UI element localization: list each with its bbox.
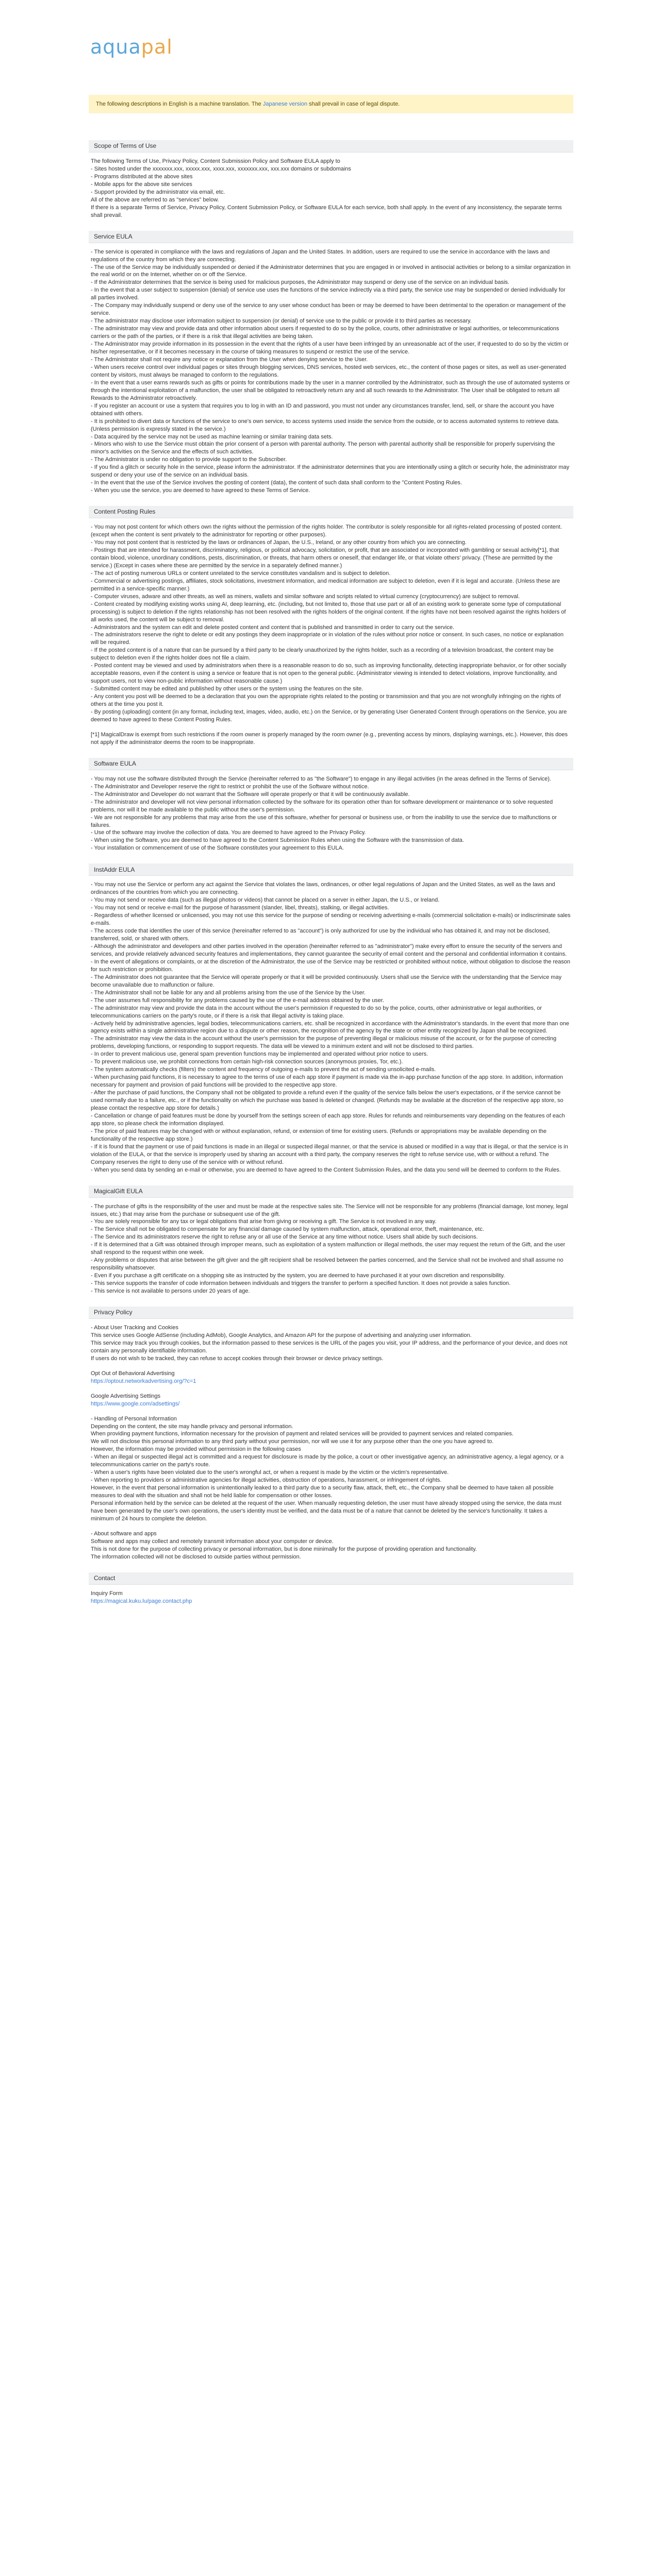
notice-text-before: The following descriptions in English is a machine translation. The (96, 100, 261, 107)
text-line: - Any problems or disputes that arise between the gift giver and the gift recipient shall be resolved between the parties concerned, and the Service shall not be involved and shall assume no responsibility whatsoever. (91, 1257, 564, 1272)
text-line: - The administrators reserve the right to delete or edit any postings they deem inappropriate or in violation of the rules without prior notice or consent. In such cases, no notice or explanation will be required. (91, 632, 564, 646)
text-line: - Use of the software may involve the collection of data. You are deemed to have agreed to the Privacy Policy. (91, 829, 366, 836)
notice-text-after: shall prevail in case of legal dispute. (309, 100, 400, 107)
text-line: - When reporting to providers or administrative agencies for illegal activities, obstruction of operations, harassment, or infringement of rights. (91, 1477, 442, 1484)
text-line: - The system automatically checks (filters) the content and frequency of outgoing e-mails to prevent the act of sending unsolicited e-mails. (91, 1066, 436, 1073)
text-line: - The Administrator may provide information in its possession in the event that the rights of a user have been infringed by an unreasonable act of the user, if requested to do so by the victim or his/her representative, or if it becomes necessary in the course of taking measures to suspend or restrict the use of the service. (91, 341, 569, 355)
text-line: However, the information may be provided without permission in the following cases (91, 1446, 301, 1453)
text-line: - The price of paid features may be changed with or without explanation, refund, or extension of time for existing users. (Refunds or appropriations may be available depending on the functionality of the respective app store.) (91, 1128, 547, 1142)
section-header-magicalgift-eula: MagicalGift EULA (89, 1185, 573, 1198)
text-line: - When an illegal or suspected illegal act is committed and a request for disclosure is made by the police, a court or other investigative agency, an administrative agency, a legal agency, or a telecommunications carrier on the party's route. (91, 1454, 564, 1468)
text-line: - In the event that a user earns rewards such as gifts or points for contributions made by the user in a manner controlled by the Administrator, such as through the use of automated systems or through the intentional exploitation of a malfunction, the user shall be obligated to retroactively return any and all such rewards to the Administrator. The User shall be obligated to return all Rewards to the Administrator retroactively. (91, 379, 570, 401)
text-line: - The Administrator shall not require any notice or explanation from the User when denying service to the User. (91, 356, 368, 363)
text-line: - About software and apps (91, 1530, 157, 1537)
text-line: - Even if you purchase a gift certificate on a shopping site as instructed by the system, you are deemed to have purchased it at your own discretion and responsibility. (91, 1273, 505, 1279)
text-line: - Handling of Personal Information (91, 1415, 177, 1422)
text-line: - The service is operated in compliance with the laws and regulations of Japan and the United States. In addition, users are required to use the service in accordance with the laws and regulations of the country from which they are connecting. (91, 248, 550, 263)
text-line: - The act of posting numerous URLs or content unrelated to the service constitutes vandalism and is subject to deletion. (91, 570, 391, 577)
text-line: - When using the Software, you are deemed to have agreed to the Content Submission Rules when using the Software with the transmission of data. (91, 837, 464, 844)
external-link[interactable]: https://www.google.com/adsettings/ (91, 1400, 180, 1407)
section-body-privacy-policy (89, 1319, 573, 1561)
section-header-content-posting-rules: Content Posting Rules (89, 506, 573, 518)
text-line: Depending on the content, the site may handle privacy and personal information. (91, 1423, 293, 1430)
section-body-instaddr-eula (89, 876, 573, 1174)
external-link[interactable]: https://magical.kuku.lu/page.contact.php (91, 1598, 192, 1604)
text-line: This service may track you through cookies, but the information passed to these services is the URL of the pages you visit, your IP address, and the performance of your device, and does not contain any personally identifiable information. (91, 1340, 568, 1354)
text-line: - Postings that are intended for harassment, discriminatory, religious, or political advocacy, solicitation, or profit, that are associated or incorporated with gambling or sexual activity[*1], that contain blood, violence, unordinary conditions, pests, discrimination, or threats, that harm others or oneself, that endanger life, or that violate others' privacy. (These are permitted by the service.) (Except in cases where these are permitted by the service in a separately defined manner.) (91, 547, 559, 569)
section-body-software-eula (89, 770, 573, 853)
text-line: - You may not post content for which others own the rights without the permission of the rights holder. The contributor is solely responsible for all rights-related processing of posted content. (except when the content is sent privately to the administrator for reporting or other purposes). (91, 524, 562, 538)
text-line: - In the event that the use of the Service involves the posting of content (data), the content of such data shall conform to the "Content Posting Rules. (91, 480, 462, 486)
section-header-software-eula: Software EULA (89, 758, 573, 770)
text-line: - Your installation or commencement of use of the Software constitutes your agreement to this EULA. (91, 845, 344, 852)
text-line: - In the event that a user subject to suspension (denial) of service use uses the functions of the service indirectly via a third party, the service use may be suspended or denied individually for all parties involved. (91, 287, 566, 301)
text-line: - Computer viruses, adware and other threats, as well as miners, wallets and similar software and scripts related to virtual currency (cryptocurrency) are subject to removal. (91, 593, 520, 600)
text-line: [*1] MagicalDraw is exempt from such restrictions if the room owner is properly managed by the room owner (e.g., preventing access by minors, displaying warnings, etc.). However, this does not apply if the administrator deems the room to be inappropriate. (91, 731, 568, 745)
text-line: - Content created by modifying existing works using AI, deep learning, etc. (including, but not limited to, those that use part or all of an existing work to generate some type of computational processing) is subject to deletion if the rights relationship has not been resolved with the rights holders of the original content. If the rights have not been resolved against the rights holders of all works used, the content will be subject to removal. (91, 601, 566, 623)
text-line: - The access code that identifies the user of this service (hereinafter referred to as "account") is only authorized for use by the individual who has obtained it, and may not be disclosed, transferred, sold, or shared with others. (91, 928, 550, 942)
text-line: - You may not use the Service or perform any act against the Service that violates the laws, ordinances, or other legal regulations of Japan and the United States, as well as the laws and ordinances of the countries from which you are connecting. (91, 882, 555, 896)
text-line: This is not done for the purpose of collecting privacy or personal information, but is done minimally for the purpose of providing operation and functionality. (91, 1546, 477, 1552)
text-line: Software and apps may collect and remotely transmit information about your computer or device. (91, 1538, 334, 1545)
paragraph-gap (91, 1363, 571, 1370)
section-body-scope-of-terms-of-use (89, 152, 573, 219)
text-line: - Posted content may be viewed and used by administrators when there is a reasonable reason to do so, such as improving functionality, detecting inappropriate behavior, or for other socially acceptable reasons, even if the content is using a service or feature that is not open to the general public. (Administrator viewing is intended to detect violations, improve functionality, and support users, not to view non-public information without reasonable cause.) (91, 663, 567, 685)
text-line: - If the posted content is of a nature that can be pursued by a third party to be clearly unauthorized by the rights holder, such as a recording of a television broadcast, the content may be subject to deletion even if the rights holder does not file a claim. (91, 647, 554, 662)
text-line: Opt Out of Behavioral Advertising (91, 1370, 175, 1377)
text-line: - When users receive control over individual pages or sites through blogging services, DNS services, hosted web services, etc., the content of those pages or sites, as well as user-generated content by visitors, must always be managed to conform to the regulations. (91, 364, 567, 378)
text-line: - In the event of allegations or complaints, or at the discretion of the Administrator, the use of the Service may be restricted or prohibited without notice, without obligation to disclose the reason for such restriction or prohibition. (91, 958, 571, 973)
text-line: - To prevent malicious use, we prohibit connections from certain high-risk connection sources (anonymous proxies, Tor, etc.). (91, 1059, 403, 1065)
text-line: The information collected will not be disclosed to outside parties without permission. (91, 1553, 301, 1560)
text-line: - The Administrator does not guarantee that the Service will operate properly or that it will be provided continuously. Users shall use the Service with the understanding that the Service may become unavailable due to malfunction or failure. (91, 974, 562, 988)
text-line: - If it is determined that a Gift was obtained through improper means, such as exploitation of a system malfunction or illegal methods, the user may request the return of the Gift, and the user shall respond to the request within one week. (91, 1242, 566, 1256)
text-line: - You are solely responsible for any tax or legal obligations that arise from giving or receiving a gift. The Service is not involved in any way. (91, 1218, 437, 1225)
text-line: - After the purchase of paid functions, the Company shall not be obligated to provide a refund even if the quality of the service falls below the user's expectations, or if the service cannot be used normally due to a failure, etc., or if the functionality on which the purchase was based is deleted or changed. (Refunds may be available at the discretion of the respective app store, so please contact the respective app store for details.) (91, 1090, 564, 1111)
external-link[interactable]: https://optout.networkadvertising.org/?c=1 (91, 1378, 196, 1384)
text-line: All of the above are referred to as "services" below. (91, 196, 219, 203)
text-line: - Sites hosted under the xxxxxxx.xxx, xxxxx.xxx, xxxx.xxx, xxxxxxx.xxx, xxx.xxx domains or subdomains (91, 165, 351, 172)
text-line: - The use of the Service may be individually suspended or denied if the Administrator determines that you are engaged in or involved in antisocial activities or belong to a similar organization in the real world or on the Internet, whether on or off the Service. (91, 264, 571, 278)
text-line: - The Administrator shall not be liable for any and all problems arising from the use of the Service by the User. (91, 989, 366, 996)
text-line: - The Administrator is under no obligation to provide support to the Subscriber. (91, 456, 287, 463)
text-line: However, in the event that personal information is unintentionally leaked to a third party due to a security flaw, attack, theft, etc., the Company shall be deemed to have taken all possible measures to deal with the situation and shall not be held liable for compensation or other losses. (91, 1485, 554, 1499)
text-line: - If you find a glitch or security hole in the service, please inform the administrator. If the administrator determines that you are intentionally using a glitch or security hole, the administrator may suspend or deny your use of the service on an individual basis. (91, 464, 570, 479)
text-line: - When a user's rights have been violated due to the user's wrongful act, or when a request is made by the victim or the victim's representative. (91, 1469, 449, 1476)
text-line: - Submitted content may be edited and published by other users or the system using the features on the site. (91, 686, 363, 692)
paragraph-gap (91, 724, 571, 731)
text-line: - The user assumes full responsibility for any problems caused by the use of the e-mail address obtained by the user. (91, 997, 385, 1004)
text-line: - By posting (uploading) content (in any format, including text, images, video, audio, etc.) on the Service, or by generating User Generated Content through operations on the Service, you are deemed to have agreed to these Content Posting Rules. (91, 709, 567, 723)
text-line: - The administrator and developer will not view personal information collected by the software for its operation other than for software development or maintenance or to solve requested problems, nor will it be made available to the public without the user's permission. (91, 799, 553, 813)
section-body-contact (89, 1585, 573, 1605)
text-line: - The administrator may view the data in the account without the user's permission for the purpose of preventing illegal or malicious misuse of the account, or for the purpose of correcting problems, developing functions, or responding to support requests. The data will be viewed to a minimum extent and will not be disclosed to third parties. (91, 1036, 557, 1050)
text-line: - Support provided by the administrator via email, etc. (91, 189, 225, 195)
section-header-privacy-policy: Privacy Policy (89, 1307, 573, 1319)
text-line: - Cancellation or change of paid features must be done by yourself from the settings screen of each app store. Rules for refunds and reimbursements vary depending on the features of each app store, so please check the information displayed. (91, 1112, 565, 1127)
text-line: - Mobile apps for the above site services (91, 181, 192, 188)
text-line: The following Terms of Use, Privacy Policy, Content Submission Policy and Software EULA apply to (91, 158, 340, 164)
paragraph-gap (91, 1408, 571, 1415)
text-line: - The Administrator and Developer reserve the right to restrict or prohibit the use of the Software without notice. (91, 783, 369, 790)
text-line: Personal information held by the service can be deleted at the request of the user. When manually requesting deletion, the user must have already stopped using the service, the data must have been generated by the user's own operations, the user's identity must be verified, and the data must be of a nature that cannot be deleted by the service's functionality. It takes a minimum of 24 hours to complete the deletion. (91, 1500, 561, 1522)
text-line: - When purchasing paid functions, it is necessary to agree to the terms of use of each app store if payment is made via the in-app purchase function of the app store. In addition, information necessary for payment and provision of paid functions will be provided to the respective app store. (91, 1074, 563, 1089)
text-line: - If you register an account or use a system that requires you to log in with an ID and password, you must not under any circumstances transfer, lend, sell, or share the account you have obtained with others. (91, 402, 554, 417)
text-line: - We are not responsible for any problems that may arise from the use of this software, whether for personal or business use, or from the inability to use the service due to malfunctions or failures. (91, 814, 557, 828)
text-line: - Data acquired by the service may not be used as machine learning or similar training data sets. (91, 433, 333, 440)
text-line: - About User Tracking and Cookies (91, 1325, 178, 1331)
text-line: - Actively held by administrative agencies, legal bodies, telecommunications carriers, etc. shall be recognized in accordance with the Administrator's standards. In the event that more than one agency exists within a single administrative region due to a dispute or other reason, the recognition of the agency by the state or other entity recognized by Japan shall be recognized. (91, 1020, 569, 1035)
text-line: - Administrators and the system can edit and delete posted content and content that is published and transmitted in order to carry out the service. (91, 624, 455, 631)
text-line: - When you use the service, you are deemed to have agreed to these Terms of Service. (91, 487, 310, 494)
text-line: - Although the administrator and developers and other parties involved in the operation (hereinafter referred to as "administrator") make every effort to ensure the security of the servers and services, and provide relatively advanced security features and implementations, they cannot guarantee the security of email content and the personal and confidential information it contains. (91, 943, 567, 957)
section-header-contact: Contact (89, 1572, 573, 1585)
text-line: - The administrator may disclose user information subject to suspension (or denial) of service use to the public or provide it to third parties as necessary. (91, 318, 472, 325)
logo-part-pal: pal (141, 36, 173, 58)
section-body-service-eula (89, 243, 573, 495)
text-line: We will not disclose this personal information to any third party without your permission, nor will we use it for any purpose other than the one you have agreed to. (91, 1438, 494, 1445)
paragraph-gap (91, 1523, 571, 1530)
text-line: - This service is not available to persons under 20 years of age. (91, 1288, 250, 1295)
text-line: - The Company may individually suspend or deny use of the service to any user whose conduct has been or may be deemed to have been detrimental to the operation or management of the service. (91, 302, 566, 317)
terms-content (89, 140, 573, 1605)
text-line: If there is a separate Terms of Service, Privacy Policy, Content Submission Policy, or Software EULA for each service, both shall apply. In the event of any inconsistency, the separate terms shall prevail. (91, 204, 562, 218)
text-line: - Minors who wish to use the Service must obtain the prior consent of a person with parental authority. The person with parental authority shall be responsible for properly supervising the minor's activities on the Service and the effects of such activities. (91, 441, 555, 455)
text-line: - The purchase of gifts is the responsibility of the user and must be made at the respective sales site. The Service will not be responsible for any problems (financial damage, lost money, legal issues, etc.) that may arise from the purchase or subsequent use of the gift. (91, 1203, 568, 1217)
section-body-content-posting-rules (89, 518, 573, 747)
text-line: - The administrator may view and provide the data in the account without the user's permission if requested to do so by the police, courts, other administrative or legal authorities, or telecommunications carriers on the party's route, or if there is a risk that illegal activity is taking place. (91, 1005, 542, 1019)
text-line: - Programs distributed at the above sites (91, 173, 193, 180)
site-logo[interactable] (90, 34, 173, 61)
text-line: This service uses Google AdSense (including AdMob), Google Analytics, and Amazon API for the purpose of advertising and analyzing user information. (91, 1332, 472, 1338)
text-line: - You may not send or receive e-mail for the purpose of harassment (slander, libel, threats), stalking, or illegal activities. (91, 905, 389, 911)
paragraph-gap (91, 1385, 571, 1393)
text-line: - Any content you post will be deemed to be a declaration that you own the appropriate rights related to the posting or transmission and that you are not wrongfully infringing on the rights of others at the time you post it. (91, 693, 561, 708)
section-body-magicalgift-eula (89, 1198, 573, 1295)
text-line: - You may not use the software distributed through the Service (hereinafter referred to as "the Software") to engage in any illegal activities (in the areas defined in the Terms of Service). (91, 775, 551, 782)
japanese-version-link[interactable]: Japanese version (262, 100, 308, 107)
section-header-service-eula: Service EULA (89, 231, 573, 243)
section-header-scope-of-terms-of-use: Scope of Terms of Use (89, 140, 573, 152)
text-line: - The Administrator and Developer do not warrant that the Software will operate properly or that it will be continuously available. (91, 791, 410, 798)
machine-translation-notice (89, 95, 573, 113)
text-line: - When you send data by sending an e-mail or otherwise, you are deemed to have agreed to the Content Submission Rules, and the data you send will be deemed to conform to the Rules. (91, 1166, 561, 1173)
text-line: Google Advertising Settings (91, 1393, 161, 1399)
text-line: - If the Administrator determines that the service is being used for malicious purposes, the Administrator may suspend or deny use of the service on an individual basis. (91, 279, 509, 286)
text-line: - The administrator may view and provide data and other information about users if requested to do so by the police, courts, other administrative or legal authorities, or telecommunications carriers or the path of the parties, or if there is a risk that illegal activities are being taken. (91, 326, 559, 340)
text-line: - It is prohibited to divert data or functions of the service to one's own service, to access systems used inside the service from the outside, or to access automated systems to retrieve data. (Unless permission is expressly stated in the service.) (91, 418, 559, 432)
text-line: - The Service and its administrators reserve the right to refuse any or all use of the Service at any time without notice. Users shall abide by such decisions. (91, 1234, 478, 1241)
section-header-instaddr-eula: InstAddr EULA (89, 863, 573, 876)
text-line: Inquiry Form (91, 1590, 123, 1597)
text-line: - Regardless of whether licensed or unlicensed, you may not use this service for the purpose of sending or receiving advertising e-mails (commercial solicitation e-mails) or indiscriminate sales e-mails. (91, 912, 571, 927)
text-line: - Commercial or advertising postings, affiliates, stock solicitations, investment information, and medical information are subject to deletion, even if it is legal and accurate. (Unless these are permitted in a service-specific manner.) (91, 578, 560, 592)
text-line: - You may not post content that is restricted by the laws or ordinances of Japan, the U.S., Ireland, or any other country from which you are connecting. (91, 539, 467, 546)
text-line: - This service supports the transfer of code information between individuals and triggers the transfer to perform a specified function. It does not provide a sales function. (91, 1280, 511, 1287)
text-line: When providing payment functions, information necessary for the provision of payment and related services will be provided to payment services and related companies. (91, 1431, 514, 1437)
text-line: - The Service shall not be obligated to compensate for any financial damage caused by system malfunction, attack, operational error, theft, maintenance, etc. (91, 1226, 484, 1233)
text-line: - If it is found that the payment or use of paid functions is made in an illegal or suspected illegal manner, or that the service is abused or modified in a way that is illegal, or that the service is in violation of the EULA, or that the service is improperly used by sharing an account with a third party, the company reserves the right to refuse service use, with or without a refund. The Company reserves the right to deny use of the service with or without refund. (91, 1143, 568, 1165)
text-line: If users do not wish to be tracked, they can refuse to accept cookies through their browser or device privacy settings. (91, 1355, 384, 1362)
text-line: - In order to prevent malicious use, general spam prevention functions may be implemented and operated without prior notice to users. (91, 1051, 428, 1058)
text-line: - You may not send or receive data (such as illegal photos or videos) that cannot be placed on a server in either Japan, the U.S., or Ireland. (91, 897, 440, 904)
logo-part-aqua: aqua (90, 36, 141, 58)
